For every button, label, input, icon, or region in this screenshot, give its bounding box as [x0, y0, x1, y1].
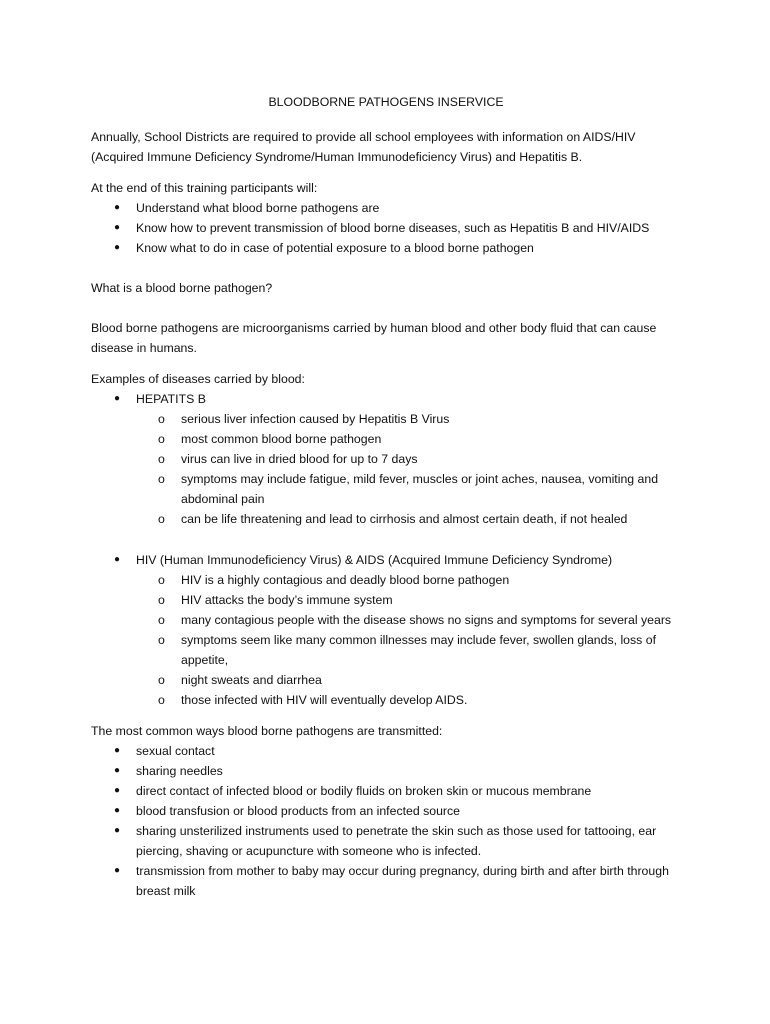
list-item: ● sharing needles [91, 761, 691, 781]
objectives-list [91, 198, 691, 258]
list-item: ● Know what to do in case of potential exposure to a blood borne pathogen [91, 238, 691, 258]
list-item: ● sexual contact [91, 741, 691, 761]
bullet-icon: ● [114, 865, 121, 876]
list-item: ● blood transfusion or blood products from an infected source [91, 801, 691, 821]
list-item: o can be life threatening and lead to cirrhosis and almost certain death, if not healed [136, 509, 691, 529]
document-page [91, 92, 691, 901]
list-item: o most common blood borne pathogen [136, 429, 691, 449]
list-item: ● Understand what blood borne pathogens are [91, 198, 691, 218]
transmission-heading: The most common ways blood borne pathogens are transmitted: [91, 724, 443, 738]
circle-bullet-icon: o [158, 432, 165, 446]
list-item: o those infected with HIV will eventually develop AIDS. [136, 690, 691, 710]
bullet-icon: ● [114, 745, 121, 756]
diseases-list [91, 389, 691, 529]
bullet-icon: ● [114, 202, 121, 213]
objectives-heading: At the end of this training participants will: [91, 181, 318, 195]
diseases-list-continued [91, 550, 691, 710]
list-item: o HIV attacks the body’s immune system [136, 590, 691, 610]
disease-name: HEPATITS B [136, 392, 206, 406]
list-item: o many contagious people with the disease shows no signs and symptoms for several years [136, 610, 691, 630]
list-item: ● sharing unsterilized instruments used to penetrate the skin such as those used for tattooing, ear piercing, shaving or acupuncture with someone who is infected. [91, 821, 691, 861]
list-item: o serious liver infection caused by Hepatitis B Virus [136, 409, 691, 429]
list-item: ● transmission from mother to baby may occur during pregnancy, during birth and after birth through breast milk [91, 861, 691, 901]
list-item: o virus can live in dried blood for up to 7 days [136, 449, 691, 469]
disease-facts-list [136, 409, 691, 529]
intro-paragraph: Annually, School Districts are required to provide all school employees with information on AIDS/HIV (Acquired Immune Deficiency Syndrome/Human Immunodeficiency Virus) and Hepatitis B. [91, 130, 636, 164]
bullet-icon: ● [114, 242, 121, 253]
bullet-icon: ● [114, 222, 121, 233]
definition-paragraph: Blood borne pathogens are microorganisms carried by human blood and other body fluid that can cause disease in humans. [91, 321, 657, 355]
list-item: ● direct contact of infected blood or bodily fluids on broken skin or mucous membrane [91, 781, 691, 801]
circle-bullet-icon: o [158, 613, 165, 627]
bullet-icon: ● [114, 765, 121, 776]
circle-bullet-icon: o [158, 693, 165, 707]
circle-bullet-icon: o [158, 573, 165, 587]
list-item: o symptoms may include fatigue, mild fever, muscles or joint aches, nausea, vomiting and abdominal pain [136, 469, 691, 509]
circle-bullet-icon: o [158, 673, 165, 687]
circle-bullet-icon: o [158, 412, 165, 426]
document-title: BLOODBORNE PATHOGENS INSERVICE [268, 95, 504, 109]
circle-bullet-icon: o [158, 633, 165, 647]
bullet-icon: ● [114, 805, 121, 816]
transmission-list [91, 741, 691, 901]
disease-name: HIV (Human Immunodeficiency Virus) & AIDS (Acquired Immune Deficiency Syndrome) [136, 553, 613, 567]
bullet-icon: ● [114, 785, 121, 796]
circle-bullet-icon: o [158, 452, 165, 466]
bullet-icon: ● [114, 825, 121, 836]
list-item [91, 550, 691, 710]
list-item: o HIV is a highly contagious and deadly blood borne pathogen [136, 570, 691, 590]
disease-facts-list [136, 570, 691, 710]
section-question: What is a blood borne pathogen? [91, 281, 273, 295]
list-item [91, 389, 691, 529]
examples-heading: Examples of diseases carried by blood: [91, 372, 305, 386]
circle-bullet-icon: o [158, 593, 165, 607]
circle-bullet-icon: o [158, 472, 165, 486]
bullet-icon: ● [114, 393, 121, 404]
list-item: o symptoms seem like many common illnesses may include fever, swollen glands, loss of appetite, [136, 630, 691, 670]
circle-bullet-icon: o [158, 512, 165, 526]
bullet-icon: ● [114, 554, 121, 565]
list-item: o night sweats and diarrhea [136, 670, 691, 690]
list-item: ● Know how to prevent transmission of blood borne diseases, such as Hepatitis B and HIV/AIDS [91, 218, 691, 238]
